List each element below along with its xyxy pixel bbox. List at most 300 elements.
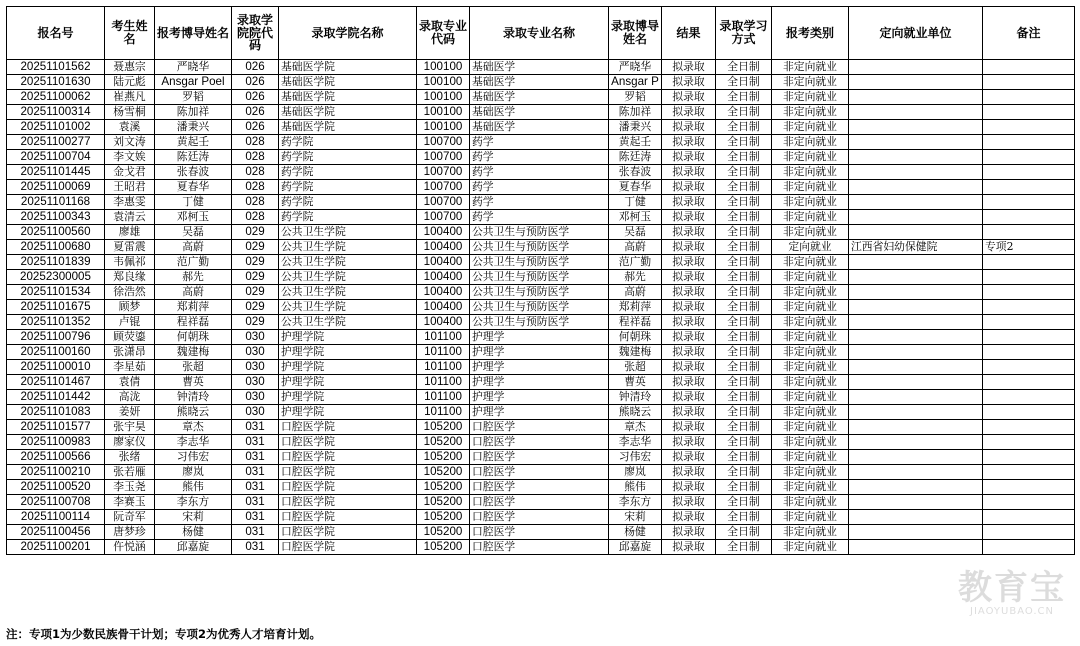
application-type-cell: 非定向就业 [772, 225, 849, 240]
candidate-name-cell: 杨雪桐 [105, 105, 155, 120]
applied-supervisor-cell: 陈加祥 [155, 105, 232, 120]
major-code-cell: 105200 [417, 435, 470, 450]
admit-supervisor-cell: 宋莉 [609, 510, 662, 525]
result-cell: 拟录取 [662, 210, 716, 225]
application-type-cell: 非定向就业 [772, 480, 849, 495]
registration-no-cell: 20251100010 [7, 360, 105, 375]
registration-no-cell: 20251100520 [7, 480, 105, 495]
watermark-url: JIAOYUBAO.CN [970, 606, 1054, 617]
registration-no-cell: 20251101352 [7, 315, 105, 330]
college-name-cell: 基础医学院 [279, 105, 417, 120]
table-row [7, 270, 1075, 285]
result-cell: 拟录取 [662, 195, 716, 210]
table-row [7, 105, 1075, 120]
study-mode-cell: 全日制 [716, 420, 772, 435]
registration-no-cell: 20251101083 [7, 405, 105, 420]
application-type-cell: 定向就业 [772, 240, 849, 255]
employer-cell [849, 150, 983, 165]
major-name-cell: 公共卫生与预防医学 [470, 285, 609, 300]
applied-supervisor-cell: 郑莉萍 [155, 300, 232, 315]
candidate-name-cell: 唐梦珍 [105, 525, 155, 540]
result-cell: 拟录取 [662, 270, 716, 285]
major-code-cell: 105200 [417, 540, 470, 555]
college-name-cell: 药学院 [279, 195, 417, 210]
application-type-cell: 非定向就业 [772, 150, 849, 165]
major-name-cell: 公共卫生与预防医学 [470, 225, 609, 240]
major-name-cell: 药学 [470, 150, 609, 165]
candidate-name-cell: 李惠雯 [105, 195, 155, 210]
result-cell: 拟录取 [662, 390, 716, 405]
result-cell: 拟录取 [662, 375, 716, 390]
result-cell: 拟录取 [662, 105, 716, 120]
employer-cell [849, 105, 983, 120]
result-cell: 拟录取 [662, 480, 716, 495]
study-mode-cell: 全日制 [716, 540, 772, 555]
college-code-cell: 026 [232, 105, 279, 120]
table-row [7, 120, 1075, 135]
employer-cell [849, 330, 983, 345]
admit-supervisor-cell: 范广勤 [609, 255, 662, 270]
remarks-cell [983, 345, 1075, 360]
employer-cell [849, 315, 983, 330]
table-row [7, 420, 1075, 435]
college-code-cell: 031 [232, 495, 279, 510]
table-row [7, 390, 1075, 405]
remarks-cell [983, 225, 1075, 240]
application-type-cell: 非定向就业 [772, 285, 849, 300]
registration-no-cell: 20251100560 [7, 225, 105, 240]
applied-supervisor-cell: 夏春华 [155, 180, 232, 195]
candidate-name-cell: 聂惠宗 [105, 60, 155, 75]
major-code-cell: 100400 [417, 285, 470, 300]
major-code-cell: 100400 [417, 240, 470, 255]
table-row [7, 360, 1075, 375]
college-name-cell: 口腔医学院 [279, 465, 417, 480]
study-mode-cell: 全日制 [716, 210, 772, 225]
college-code-cell: 028 [232, 180, 279, 195]
major-name-cell: 药学 [470, 210, 609, 225]
candidate-name-cell: 夏雷震 [105, 240, 155, 255]
registration-no-cell: 20251100069 [7, 180, 105, 195]
result-cell: 拟录取 [662, 90, 716, 105]
employer-cell [849, 75, 983, 90]
candidate-name-cell: 顾梦 [105, 300, 155, 315]
major-code-cell: 101100 [417, 360, 470, 375]
college-name-cell: 口腔医学院 [279, 540, 417, 555]
registration-no-cell: 20251101577 [7, 420, 105, 435]
major-name-cell: 药学 [470, 135, 609, 150]
major-code-cell: 100100 [417, 60, 470, 75]
college-code-cell: 030 [232, 375, 279, 390]
major-code-cell: 105200 [417, 510, 470, 525]
col-header-employer: 定向就业单位 [849, 7, 983, 60]
college-code-cell: 031 [232, 510, 279, 525]
major-code-cell: 101100 [417, 330, 470, 345]
study-mode-cell: 全日制 [716, 495, 772, 510]
major-code-cell: 105200 [417, 480, 470, 495]
col-header-major-name: 录取专业名称 [470, 7, 609, 60]
employer-cell [849, 435, 983, 450]
application-type-cell: 非定向就业 [772, 375, 849, 390]
major-name-cell: 药学 [470, 180, 609, 195]
major-name-cell: 公共卫生与预防医学 [470, 240, 609, 255]
remarks-cell [983, 525, 1075, 540]
application-type-cell: 非定向就业 [772, 135, 849, 150]
college-name-cell: 公共卫生学院 [279, 225, 417, 240]
study-mode-cell: 全日制 [716, 120, 772, 135]
applied-supervisor-cell: 熊晓云 [155, 405, 232, 420]
registration-no-cell: 20251101442 [7, 390, 105, 405]
college-name-cell: 药学院 [279, 135, 417, 150]
major-name-cell: 护理学 [470, 390, 609, 405]
remarks-cell [983, 135, 1075, 150]
applied-supervisor-cell: 杨健 [155, 525, 232, 540]
remarks-cell [983, 165, 1075, 180]
application-type-cell: 非定向就业 [772, 360, 849, 375]
application-type-cell: 非定向就业 [772, 315, 849, 330]
candidate-name-cell: 郑良缘 [105, 270, 155, 285]
applied-supervisor-cell: 邱嘉旋 [155, 540, 232, 555]
remarks-cell [983, 540, 1075, 555]
candidate-name-cell: 高泷 [105, 390, 155, 405]
major-code-cell: 100700 [417, 180, 470, 195]
registration-no-cell: 20251100062 [7, 90, 105, 105]
applied-supervisor-cell: 潘秉兴 [155, 120, 232, 135]
applied-supervisor-cell: 邓柯玉 [155, 210, 232, 225]
application-type-cell: 非定向就业 [772, 495, 849, 510]
candidate-name-cell: 廖雄 [105, 225, 155, 240]
table-body [7, 60, 1075, 555]
college-code-cell: 028 [232, 210, 279, 225]
col-header-major-code: 录取专业代码 [417, 7, 470, 60]
employer-cell [849, 255, 983, 270]
study-mode-cell: 全日制 [716, 195, 772, 210]
college-code-cell: 031 [232, 465, 279, 480]
table-row [7, 300, 1075, 315]
applied-supervisor-cell: 廖岚 [155, 465, 232, 480]
registration-no-cell: 20251100796 [7, 330, 105, 345]
employer-cell [849, 495, 983, 510]
employer-cell [849, 210, 983, 225]
application-type-cell: 非定向就业 [772, 450, 849, 465]
application-type-cell: 非定向就业 [772, 465, 849, 480]
remarks-cell [983, 210, 1075, 225]
college-code-cell: 029 [232, 255, 279, 270]
college-name-cell: 护理学院 [279, 330, 417, 345]
admit-supervisor-cell: 陈加祥 [609, 105, 662, 120]
registration-no-cell: 20251100704 [7, 150, 105, 165]
candidate-name-cell: 张若雁 [105, 465, 155, 480]
study-mode-cell: 全日制 [716, 285, 772, 300]
study-mode-cell: 全日制 [716, 450, 772, 465]
applied-supervisor-cell: 张春波 [155, 165, 232, 180]
college-code-cell: 031 [232, 450, 279, 465]
college-code-cell: 026 [232, 120, 279, 135]
major-code-cell: 105200 [417, 450, 470, 465]
admit-supervisor-cell: 高蔚 [609, 240, 662, 255]
major-code-cell: 100400 [417, 300, 470, 315]
major-name-cell: 基础医学 [470, 60, 609, 75]
remarks-cell [983, 390, 1075, 405]
table-row [7, 510, 1075, 525]
application-type-cell: 非定向就业 [772, 345, 849, 360]
remarks-cell [983, 435, 1075, 450]
candidate-name-cell: 张绪 [105, 450, 155, 465]
admit-supervisor-cell: Ansgar P [609, 75, 662, 90]
candidate-name-cell: 韦佩祁 [105, 255, 155, 270]
major-name-cell: 口腔医学 [470, 510, 609, 525]
remarks-cell [983, 315, 1075, 330]
applied-supervisor-cell: 范广勤 [155, 255, 232, 270]
remarks-cell [983, 330, 1075, 345]
applied-supervisor-cell: 高蔚 [155, 240, 232, 255]
result-cell: 拟录取 [662, 405, 716, 420]
col-header-result: 结果 [662, 7, 716, 60]
application-type-cell: 非定向就业 [772, 195, 849, 210]
table-row [7, 525, 1075, 540]
major-name-cell: 口腔医学 [470, 525, 609, 540]
col-header-admit-supervisor: 录取博导姓名 [609, 7, 662, 60]
employer-cell [849, 285, 983, 300]
remarks-cell [983, 90, 1075, 105]
col-header-candidate-name: 考生姓名 [105, 7, 155, 60]
major-code-cell: 101100 [417, 405, 470, 420]
candidate-name-cell: 王昭君 [105, 180, 155, 195]
candidate-name-cell: 袁溪 [105, 120, 155, 135]
major-name-cell: 口腔医学 [470, 480, 609, 495]
major-name-cell: 公共卫生与预防医学 [470, 255, 609, 270]
major-name-cell: 口腔医学 [470, 540, 609, 555]
study-mode-cell: 全日制 [716, 465, 772, 480]
employer-cell [849, 465, 983, 480]
application-type-cell: 非定向就业 [772, 90, 849, 105]
admit-supervisor-cell: 熊晓云 [609, 405, 662, 420]
application-type-cell: 非定向就业 [772, 60, 849, 75]
table-row [7, 135, 1075, 150]
major-code-cell: 100700 [417, 135, 470, 150]
registration-no-cell: 20251100314 [7, 105, 105, 120]
college-code-cell: 030 [232, 405, 279, 420]
candidate-name-cell: 李玉尧 [105, 480, 155, 495]
result-cell: 拟录取 [662, 135, 716, 150]
remarks-cell [983, 105, 1075, 120]
remarks-cell [983, 360, 1075, 375]
college-code-cell: 028 [232, 150, 279, 165]
registration-no-cell: 20251100456 [7, 525, 105, 540]
application-type-cell: 非定向就业 [772, 75, 849, 90]
major-name-cell: 药学 [470, 195, 609, 210]
admit-supervisor-cell: 潘秉兴 [609, 120, 662, 135]
employer-cell [849, 300, 983, 315]
table-row [7, 255, 1075, 270]
registration-no-cell: 20251101839 [7, 255, 105, 270]
admit-supervisor-cell: 李志华 [609, 435, 662, 450]
admit-supervisor-cell: 杨健 [609, 525, 662, 540]
college-code-cell: 029 [232, 240, 279, 255]
college-name-cell: 护理学院 [279, 390, 417, 405]
result-cell: 拟录取 [662, 180, 716, 195]
major-name-cell: 护理学 [470, 360, 609, 375]
admit-supervisor-cell: 罗韬 [609, 90, 662, 105]
table-row [7, 240, 1075, 255]
college-code-cell: 031 [232, 540, 279, 555]
footnote: 注：专项1为少数民族骨干计划；专项2为优秀人才培育计划。 [6, 627, 322, 641]
result-cell: 拟录取 [662, 330, 716, 345]
registration-no-cell: 20251101675 [7, 300, 105, 315]
remarks-cell [983, 180, 1075, 195]
candidate-name-cell: 崔燕凡 [105, 90, 155, 105]
major-code-cell: 100700 [417, 195, 470, 210]
registration-no-cell: 20251101467 [7, 375, 105, 390]
major-name-cell: 口腔医学 [470, 495, 609, 510]
major-code-cell: 100100 [417, 90, 470, 105]
employer-cell [849, 135, 983, 150]
college-code-cell: 026 [232, 60, 279, 75]
college-code-cell: 031 [232, 435, 279, 450]
col-header-applied-supervisor: 报考博导姓名 [155, 7, 232, 60]
major-name-cell: 口腔医学 [470, 450, 609, 465]
remarks-cell [983, 285, 1075, 300]
result-cell: 拟录取 [662, 165, 716, 180]
remarks-cell [983, 195, 1075, 210]
candidate-name-cell: 袁倩 [105, 375, 155, 390]
major-code-cell: 100400 [417, 225, 470, 240]
registration-no-cell: 20252300005 [7, 270, 105, 285]
college-code-cell: 029 [232, 285, 279, 300]
application-type-cell: 非定向就业 [772, 105, 849, 120]
college-code-cell: 028 [232, 165, 279, 180]
table-row [7, 150, 1075, 165]
registration-no-cell: 20251100708 [7, 495, 105, 510]
admit-supervisor-cell: 钟清玲 [609, 390, 662, 405]
major-name-cell: 公共卫生与预防医学 [470, 300, 609, 315]
table-row [7, 210, 1075, 225]
admission-sheet [6, 6, 1074, 555]
major-code-cell: 101100 [417, 345, 470, 360]
remarks-cell [983, 150, 1075, 165]
candidate-name-cell: 李赛玉 [105, 495, 155, 510]
college-name-cell: 药学院 [279, 180, 417, 195]
application-type-cell: 非定向就业 [772, 120, 849, 135]
application-type-cell: 非定向就业 [772, 435, 849, 450]
col-header-college-code: 录取学院院代码 [232, 7, 279, 60]
college-name-cell: 药学院 [279, 165, 417, 180]
result-cell: 拟录取 [662, 120, 716, 135]
applied-supervisor-cell: 何朝珠 [155, 330, 232, 345]
registration-no-cell: 20251100201 [7, 540, 105, 555]
registration-no-cell: 20251100566 [7, 450, 105, 465]
registration-no-cell: 20251100160 [7, 345, 105, 360]
college-name-cell: 护理学院 [279, 360, 417, 375]
candidate-name-cell: 徐浩然 [105, 285, 155, 300]
college-name-cell: 口腔医学院 [279, 480, 417, 495]
major-name-cell: 基础医学 [470, 75, 609, 90]
study-mode-cell: 全日制 [716, 270, 772, 285]
study-mode-cell: 全日制 [716, 180, 772, 195]
col-header-study-mode: 录取学习方式 [716, 7, 772, 60]
major-code-cell: 100100 [417, 120, 470, 135]
applied-supervisor-cell: 熊伟 [155, 480, 232, 495]
major-name-cell: 公共卫生与预防医学 [470, 315, 609, 330]
registration-no-cell: 20251101630 [7, 75, 105, 90]
admit-supervisor-cell: 严晓华 [609, 60, 662, 75]
application-type-cell: 非定向就业 [772, 180, 849, 195]
table-row [7, 405, 1075, 420]
applied-supervisor-cell: 郝先 [155, 270, 232, 285]
remarks-cell: 专项2 [983, 240, 1075, 255]
major-name-cell: 护理学 [470, 375, 609, 390]
table-row [7, 375, 1075, 390]
result-cell: 拟录取 [662, 525, 716, 540]
college-name-cell: 口腔医学院 [279, 525, 417, 540]
major-code-cell: 100400 [417, 270, 470, 285]
applied-supervisor-cell: Ansgar Poel [155, 75, 232, 90]
admit-supervisor-cell: 夏春华 [609, 180, 662, 195]
college-code-cell: 029 [232, 225, 279, 240]
remarks-cell [983, 510, 1075, 525]
employer-cell [849, 165, 983, 180]
employer-cell [849, 180, 983, 195]
study-mode-cell: 全日制 [716, 330, 772, 345]
candidate-name-cell: 李星茹 [105, 360, 155, 375]
result-cell: 拟录取 [662, 450, 716, 465]
registration-no-cell: 20251100114 [7, 510, 105, 525]
table-row [7, 345, 1075, 360]
employer-cell [849, 90, 983, 105]
major-code-cell: 105200 [417, 525, 470, 540]
applied-supervisor-cell: 高蔚 [155, 285, 232, 300]
major-name-cell: 护理学 [470, 345, 609, 360]
applied-supervisor-cell: 魏建梅 [155, 345, 232, 360]
admit-supervisor-cell: 曹英 [609, 375, 662, 390]
application-type-cell: 非定向就业 [772, 510, 849, 525]
admit-supervisor-cell: 黄起壬 [609, 135, 662, 150]
college-name-cell: 口腔医学院 [279, 420, 417, 435]
major-code-cell: 101100 [417, 375, 470, 390]
study-mode-cell: 全日制 [716, 105, 772, 120]
registration-no-cell: 20251100277 [7, 135, 105, 150]
result-cell: 拟录取 [662, 255, 716, 270]
major-code-cell: 100400 [417, 315, 470, 330]
major-code-cell: 100400 [417, 255, 470, 270]
employer-cell [849, 60, 983, 75]
college-name-cell: 口腔医学院 [279, 450, 417, 465]
study-mode-cell: 全日制 [716, 240, 772, 255]
study-mode-cell: 全日制 [716, 510, 772, 525]
study-mode-cell: 全日制 [716, 360, 772, 375]
major-code-cell: 100700 [417, 165, 470, 180]
admit-supervisor-cell: 廖岚 [609, 465, 662, 480]
remarks-cell [983, 450, 1075, 465]
registration-no-cell: 20251100343 [7, 210, 105, 225]
remarks-cell [983, 270, 1075, 285]
col-header-registration-no: 报名号 [7, 7, 105, 60]
applied-supervisor-cell: 程祥磊 [155, 315, 232, 330]
candidate-name-cell: 阮奇军 [105, 510, 155, 525]
registration-no-cell: 20251101534 [7, 285, 105, 300]
table-row [7, 165, 1075, 180]
table-row [7, 330, 1075, 345]
remarks-cell [983, 405, 1075, 420]
remarks-cell [983, 420, 1075, 435]
admit-supervisor-cell: 邱嘉旋 [609, 540, 662, 555]
candidate-name-cell: 顾荧鎏 [105, 330, 155, 345]
major-name-cell: 公共卫生与预防医学 [470, 270, 609, 285]
table-row [7, 495, 1075, 510]
employer-cell [849, 390, 983, 405]
college-name-cell: 口腔医学院 [279, 495, 417, 510]
study-mode-cell: 全日制 [716, 480, 772, 495]
